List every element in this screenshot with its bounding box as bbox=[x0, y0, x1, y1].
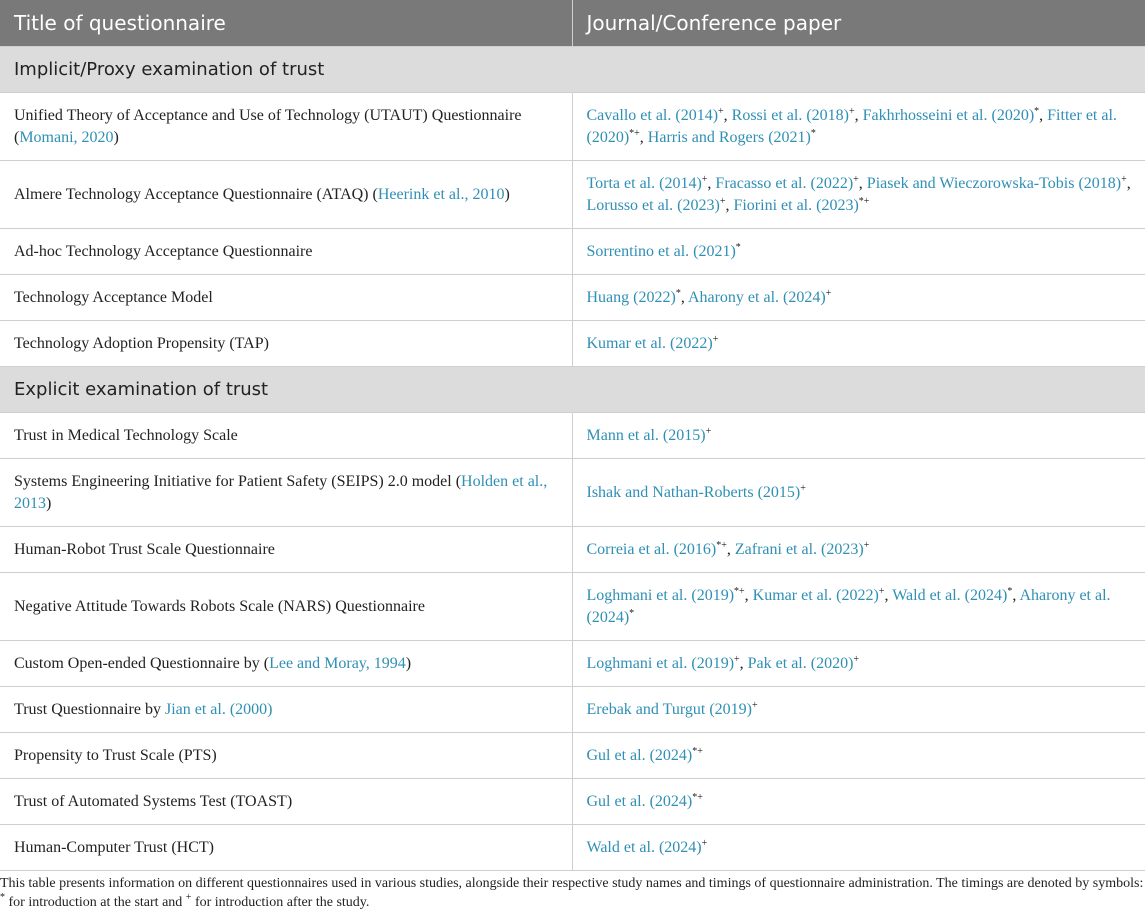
reference-link[interactable]: Ishak and Nathan-Roberts (2015) bbox=[586, 483, 801, 501]
header-title-of-questionnaire: Title of questionnaire bbox=[0, 0, 572, 47]
reference-link[interactable]: Kumar et al. (2022) bbox=[752, 586, 879, 604]
papers-cell bbox=[572, 459, 1145, 527]
timing-symbol: + bbox=[701, 837, 708, 849]
timing-symbol: + bbox=[185, 892, 192, 903]
questionnaire-title-cell bbox=[0, 527, 572, 573]
text-segment: for introduction at the start and bbox=[5, 895, 186, 910]
text-segment: , bbox=[639, 128, 648, 146]
papers-cell bbox=[572, 93, 1145, 161]
timing-symbol: + bbox=[800, 482, 806, 494]
section-title: Explicit examination of trust bbox=[0, 367, 1145, 413]
papers-cell bbox=[572, 641, 1145, 687]
reference-link[interactable]: Kumar et al. (2022) bbox=[586, 334, 713, 352]
timing-symbol: + bbox=[705, 425, 712, 437]
timing-symbol: *+ bbox=[692, 745, 703, 757]
timing-symbol: *+ bbox=[629, 127, 640, 139]
table-header-row bbox=[0, 0, 1145, 47]
questionnaire-title-cell bbox=[0, 573, 572, 641]
text-segment: ) bbox=[405, 654, 412, 672]
text-segment: Almere Technology Acceptance Questionnaire (ATAQ) ( bbox=[14, 185, 378, 203]
timing-symbol: + bbox=[878, 585, 885, 597]
timing-symbol: + bbox=[734, 653, 740, 665]
reference-link[interactable]: Fitter et al. (2020) bbox=[586, 106, 1117, 146]
timing-symbol: *+ bbox=[716, 539, 727, 551]
timing-symbol: + bbox=[751, 699, 758, 711]
timing-symbol: + bbox=[853, 653, 860, 665]
text-segment: , bbox=[744, 586, 753, 604]
text-segment: , bbox=[723, 106, 732, 124]
reference-link[interactable]: Cavallo et al. (2014) bbox=[586, 106, 719, 124]
papers-cell bbox=[572, 825, 1145, 871]
text-segment: Systems Engineering Initiative for Patient Safety (SEIPS) 2.0 model ( bbox=[14, 472, 462, 490]
table-row bbox=[0, 413, 1145, 459]
timing-symbol: + bbox=[848, 105, 855, 117]
reference-link[interactable]: Erebak and Turgut (2019) bbox=[586, 700, 752, 718]
reference-link[interactable]: Sorrentino et al. (2021) bbox=[586, 242, 736, 260]
table-row bbox=[0, 321, 1145, 367]
text-segment: ) bbox=[113, 128, 119, 146]
reference-link[interactable]: Heerink et al., 2010 bbox=[377, 185, 505, 203]
questionnaire-title-cell bbox=[0, 687, 572, 733]
reference-link[interactable]: Fiorini et al. (2023) bbox=[733, 196, 859, 214]
reference-link[interactable]: Correia et al. (2016) bbox=[586, 540, 717, 558]
section-row bbox=[0, 367, 1145, 413]
questionnaire-title-cell bbox=[0, 459, 572, 527]
text-segment: , bbox=[725, 196, 734, 214]
timing-symbol: + bbox=[701, 173, 708, 185]
text-segment: , bbox=[726, 540, 735, 558]
timing-symbol: * bbox=[810, 127, 816, 139]
questionnaire-title-cell bbox=[0, 321, 572, 367]
text-segment: , bbox=[858, 174, 867, 192]
reference-link[interactable]: Loghmani et al. (2019) bbox=[586, 586, 735, 604]
reference-link[interactable]: Lee and Moray, 1994 bbox=[269, 654, 406, 672]
reference-link[interactable]: Aharony et al. (2024) bbox=[687, 288, 826, 306]
text-segment: , bbox=[1012, 586, 1020, 604]
timing-symbol: *+ bbox=[692, 791, 703, 803]
reference-link[interactable]: Lorusso et al. (2023) bbox=[586, 196, 720, 214]
reference-link[interactable]: Rossi et al. (2018) bbox=[731, 106, 849, 124]
questionnaire-title-cell bbox=[0, 275, 572, 321]
text-segment: ) bbox=[46, 494, 52, 512]
reference-link[interactable]: Momani, 2020 bbox=[19, 128, 114, 146]
reference-link[interactable]: Holden et al., 2013 bbox=[14, 472, 548, 512]
questionnaire-title-cell bbox=[0, 779, 572, 825]
papers-cell bbox=[572, 527, 1145, 573]
table-row bbox=[0, 825, 1145, 871]
text-segment: This table presents information on different questionnaires used in various studies, alongside their respective study names and timings of questionnaire administration. The timings are denoted by symbols: bbox=[0, 876, 1144, 891]
reference-link[interactable]: Huang (2022) bbox=[586, 288, 676, 306]
table-row bbox=[0, 161, 1145, 229]
timing-symbol: * bbox=[1007, 585, 1013, 597]
reference-link[interactable]: Aharony et al. (2024) bbox=[586, 586, 1111, 626]
reference-link[interactable]: Gul et al. (2024) bbox=[586, 792, 693, 810]
questionnaire-title-cell bbox=[0, 641, 572, 687]
text-segment: , bbox=[1039, 106, 1048, 124]
timing-symbol: + bbox=[712, 333, 719, 345]
questionnaire-title-cell bbox=[0, 733, 572, 779]
text-segment: Trust Questionnaire by bbox=[14, 700, 165, 718]
section-row bbox=[0, 47, 1145, 93]
table-row bbox=[0, 573, 1145, 641]
table-row bbox=[0, 779, 1145, 825]
table-row bbox=[0, 275, 1145, 321]
text-segment: Unified Theory of Acceptance and Use of Technology (UTAUT) Questionnaire ( bbox=[14, 106, 522, 146]
papers-cell bbox=[572, 321, 1145, 367]
papers-cell bbox=[572, 733, 1145, 779]
timing-symbol: + bbox=[1121, 173, 1127, 185]
reference-link[interactable]: Fakhrhosseini et al. (2020) bbox=[862, 106, 1035, 124]
text-segment: Human-Robot Trust Scale Questionnaire bbox=[14, 540, 275, 558]
text-segment: , bbox=[680, 288, 688, 306]
timing-symbol: + bbox=[719, 195, 726, 207]
reference-link[interactable]: Jian et al. (2000) bbox=[164, 700, 273, 718]
questionnaire-title-cell bbox=[0, 229, 572, 275]
timing-symbol: + bbox=[825, 287, 832, 299]
section-title: Implicit/Proxy examination of trust bbox=[0, 47, 1145, 93]
reference-link[interactable]: Zafrani et al. (2023) bbox=[734, 540, 864, 558]
table-row bbox=[0, 459, 1145, 527]
timing-symbol: + bbox=[853, 173, 859, 185]
table-footnote bbox=[0, 874, 1145, 912]
table-row bbox=[0, 733, 1145, 779]
reference-link[interactable]: Torta et al. (2014) bbox=[586, 174, 702, 192]
papers-cell bbox=[572, 687, 1145, 733]
timing-symbol: * bbox=[735, 241, 741, 253]
text-segment: , bbox=[707, 174, 716, 192]
text-segment: for introduction after the study. bbox=[191, 895, 370, 910]
text-segment: Trust of Automated Systems Test (TOAST) bbox=[14, 792, 293, 810]
papers-cell bbox=[572, 779, 1145, 825]
table-row bbox=[0, 93, 1145, 161]
questionnaire-title-cell bbox=[0, 413, 572, 459]
papers-cell bbox=[572, 275, 1145, 321]
reference-link[interactable]: Mann et al. (2015) bbox=[586, 426, 706, 444]
text-segment: Technology Adoption Propensity (TAP) bbox=[14, 334, 269, 352]
reference-link[interactable]: Loghmani et al. (2019) bbox=[586, 654, 735, 672]
questionnaire-title-cell bbox=[0, 93, 572, 161]
table-row bbox=[0, 687, 1145, 733]
header-journal-conference-paper: Journal/Conference paper bbox=[572, 0, 1145, 47]
timing-symbol: + bbox=[718, 105, 724, 117]
reference-link[interactable]: Gul et al. (2024) bbox=[586, 746, 693, 764]
reference-link[interactable]: Wald et al. (2024) bbox=[892, 586, 1008, 604]
reference-link[interactable]: Harris and Rogers (2021) bbox=[647, 128, 811, 146]
text-segment: , bbox=[739, 654, 748, 672]
questionnaire-title-cell bbox=[0, 161, 572, 229]
table-row bbox=[0, 641, 1145, 687]
text-segment: Propensity to Trust Scale (PTS) bbox=[14, 746, 217, 764]
text-segment: Trust in Medical Technology Scale bbox=[14, 426, 238, 444]
reference-link[interactable]: Pak et al. (2020) bbox=[747, 654, 854, 672]
questionnaire-title-cell bbox=[0, 825, 572, 871]
reference-link[interactable]: Wald et al. (2024) bbox=[586, 838, 702, 856]
text-segment: , bbox=[854, 106, 863, 124]
text-segment: , bbox=[884, 586, 893, 604]
timing-symbol: * bbox=[675, 287, 681, 299]
timing-symbol: * bbox=[0, 892, 5, 903]
text-segment: Technology Acceptance Model bbox=[14, 288, 213, 306]
reference-link[interactable]: Fracasso et al. (2022) bbox=[715, 174, 854, 192]
table-row bbox=[0, 527, 1145, 573]
text-segment: Negative Attitude Towards Robots Scale (NARS) Questionnaire bbox=[14, 597, 425, 615]
papers-cell bbox=[572, 573, 1145, 641]
timing-symbol: *+ bbox=[858, 195, 870, 207]
papers-cell bbox=[572, 161, 1145, 229]
timing-symbol: * bbox=[1034, 105, 1040, 117]
table-row bbox=[0, 229, 1145, 275]
timing-symbol: * bbox=[629, 607, 635, 619]
papers-cell bbox=[572, 413, 1145, 459]
text-segment: ) bbox=[504, 185, 510, 203]
papers-cell bbox=[572, 229, 1145, 275]
text-segment: Human-Computer Trust (HCT) bbox=[14, 838, 214, 856]
text-segment: Ad-hoc Technology Acceptance Questionnaire bbox=[14, 242, 313, 260]
reference-link[interactable]: Piasek and Wieczorowska-Tobis (2018) bbox=[866, 174, 1122, 192]
timing-symbol: + bbox=[863, 539, 870, 551]
timing-symbol: *+ bbox=[734, 585, 745, 597]
text-segment: , bbox=[1126, 174, 1131, 192]
text-segment: Custom Open-ended Questionnaire by ( bbox=[14, 654, 270, 672]
